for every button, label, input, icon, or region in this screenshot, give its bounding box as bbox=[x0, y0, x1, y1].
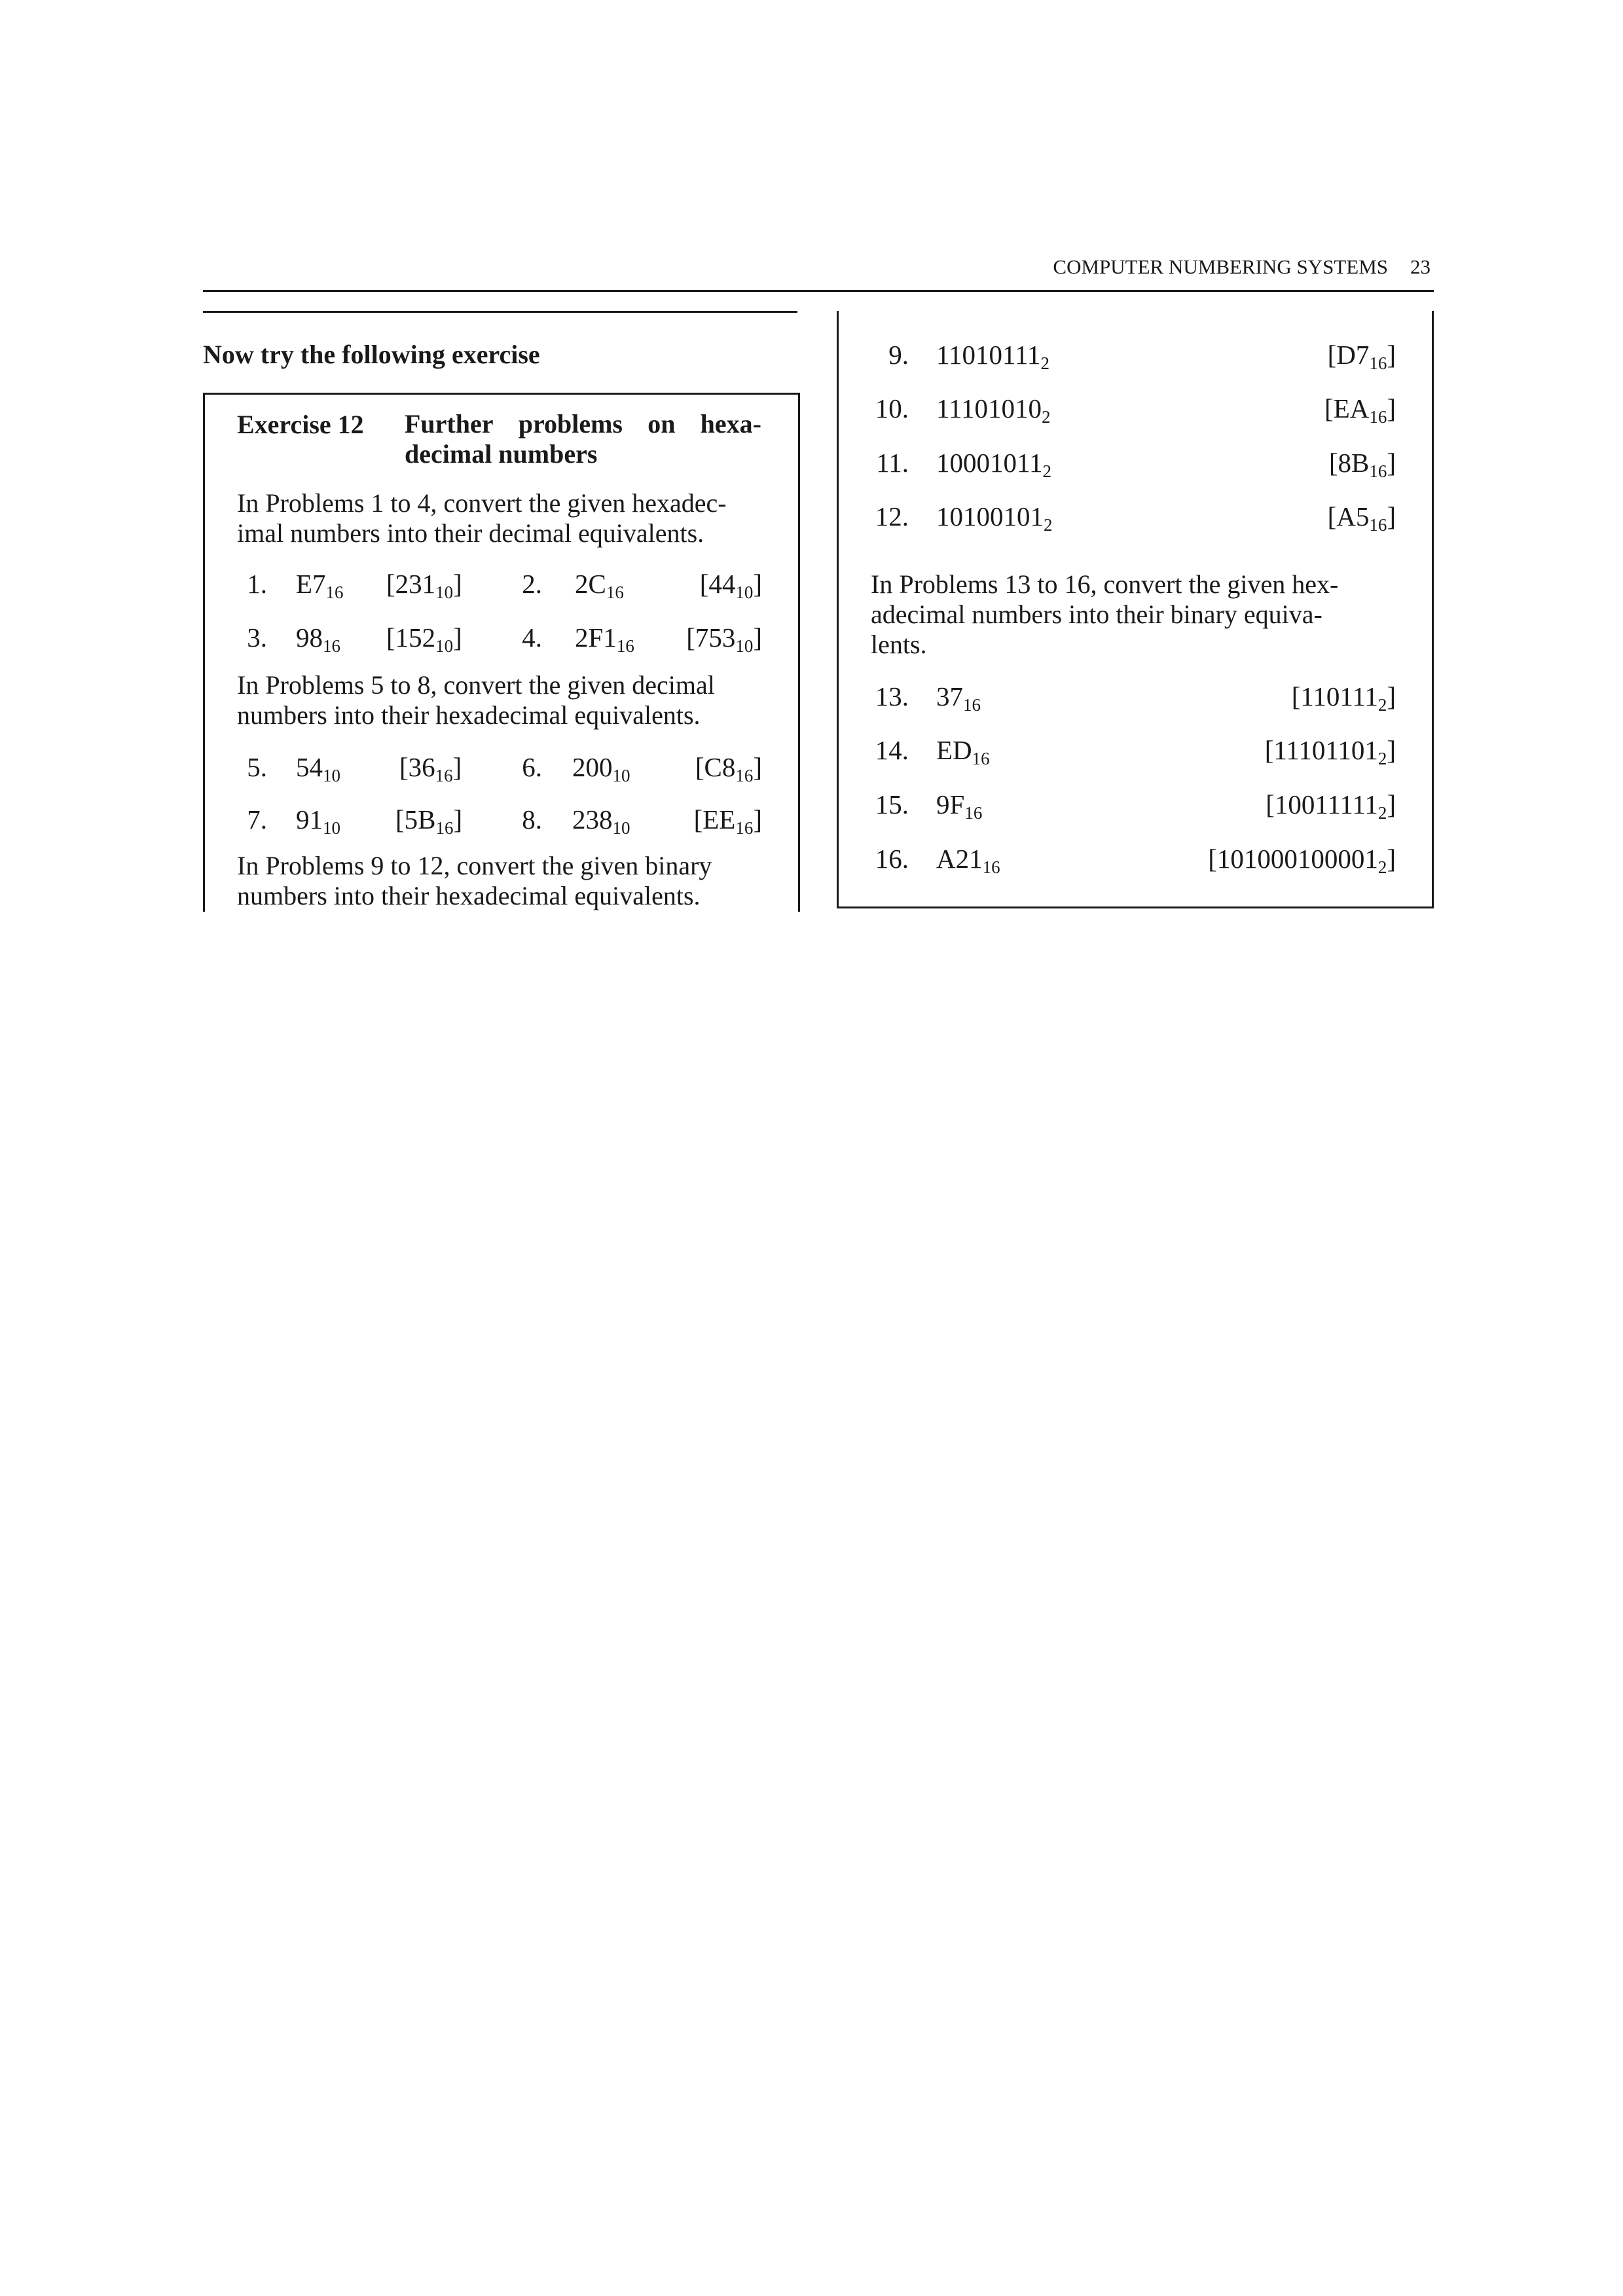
problem-answer: $[C8_{16}]$ bbox=[695, 752, 762, 785]
problem-answer: $[5B_{16}]$ bbox=[395, 804, 463, 838]
problem-answer: $[A5_{16}]$ bbox=[1327, 501, 1396, 535]
problem-question: $A21_{16}$ bbox=[936, 844, 1000, 877]
problem-number: 16. bbox=[875, 844, 909, 874]
problem-answer: $[8B_{16}]$ bbox=[1328, 448, 1396, 481]
instruction-line: In Problems 9 to 12, convert the given binary bbox=[237, 851, 712, 880]
base-subscript: 16 bbox=[1369, 461, 1387, 481]
problem-number: 15. bbox=[875, 789, 909, 819]
base-subscript: 10 bbox=[612, 818, 630, 838]
problem-row bbox=[237, 804, 762, 836]
problem-number: 3. bbox=[247, 622, 267, 653]
base-subscript: 16 bbox=[972, 749, 990, 768]
problem-answer: $[152_{10}]$ bbox=[386, 622, 462, 656]
instruction-line: In Problems 13 to 16, convert the given hex- bbox=[871, 569, 1339, 599]
problem-number: 5. bbox=[247, 752, 267, 782]
page-number: 23 bbox=[1410, 255, 1431, 278]
base-subscript: 16 bbox=[323, 636, 340, 656]
problem-number: 7. bbox=[247, 804, 267, 834]
base-subscript: 2 bbox=[1044, 515, 1053, 535]
instruction-line: numbers into their hexadecimal equivalents. bbox=[237, 700, 701, 730]
problem-question: $11101010_2$ bbox=[936, 393, 1051, 427]
problem-row bbox=[237, 622, 762, 655]
problem-row bbox=[871, 501, 1396, 533]
problem-question: $11010111_2$ bbox=[936, 340, 1049, 373]
instruction-line: imal numbers into their decimal equivalents. bbox=[237, 518, 704, 548]
problem-number: 1. bbox=[247, 569, 267, 599]
problem-question: $E7_{16}$ bbox=[296, 569, 344, 602]
problem-question: $200_{10}$ bbox=[572, 752, 630, 785]
base-subscript: 16 bbox=[616, 636, 634, 656]
instructions-13-16 bbox=[871, 569, 1396, 660]
base-subscript: 10 bbox=[612, 766, 630, 785]
problem-question: $37_{16}$ bbox=[936, 681, 981, 715]
base-subscript: 16 bbox=[435, 766, 453, 785]
instruction-line: numbers into their hexadecimal equivalents. bbox=[237, 881, 701, 910]
problem-row bbox=[871, 339, 1396, 372]
instructions-9-12 bbox=[237, 851, 762, 911]
problem-number: 4. bbox=[522, 622, 542, 653]
problem-question: $98_{16}$ bbox=[296, 622, 340, 656]
running-title: COMPUTER NUMBERING SYSTEMS bbox=[1053, 255, 1388, 278]
instruction-line: lents. bbox=[871, 630, 927, 659]
base-subscript: 2 bbox=[1040, 353, 1049, 373]
problem-row bbox=[871, 393, 1396, 425]
title-word: hexa- bbox=[700, 409, 761, 439]
problem-answer: $[EA_{16}]$ bbox=[1324, 393, 1396, 427]
problem-answer: $[D7_{16}]$ bbox=[1327, 340, 1396, 373]
problem-number: 11. bbox=[876, 448, 909, 478]
instruction-line: In Problems 5 to 8, convert the given decimal bbox=[237, 670, 715, 700]
instructions-1-4 bbox=[237, 488, 762, 548]
problem-question: $2C_{16}$ bbox=[575, 569, 624, 602]
base-subscript: 10 bbox=[323, 766, 340, 785]
problem-row bbox=[871, 843, 1396, 876]
base-subscript: 2 bbox=[1377, 749, 1387, 768]
problem-row bbox=[871, 789, 1396, 821]
base-subscript: 2 bbox=[1377, 857, 1387, 877]
base-subscript: 16 bbox=[1369, 407, 1387, 427]
header-rule bbox=[203, 290, 1434, 292]
problem-number: 13. bbox=[875, 681, 909, 711]
base-subscript: 16 bbox=[325, 583, 344, 602]
problem-number: 8. bbox=[522, 804, 542, 834]
title-word: Further bbox=[405, 409, 494, 439]
problem-row bbox=[871, 681, 1396, 713]
base-subscript: 16 bbox=[963, 695, 981, 715]
exercise-number: Exercise 12 bbox=[237, 410, 364, 439]
instruction-line: In Problems 1 to 4, convert the given hexadec- bbox=[237, 488, 727, 518]
base-subscript: 16 bbox=[1369, 515, 1387, 535]
base-subscript: 10 bbox=[735, 583, 754, 602]
base-subscript: 16 bbox=[964, 803, 983, 823]
problem-row bbox=[237, 568, 762, 601]
problem-answer: $[EE_{16}]$ bbox=[693, 804, 762, 838]
problem-row bbox=[871, 734, 1396, 767]
exercise-title bbox=[405, 409, 761, 469]
problem-number: 9. bbox=[888, 340, 909, 370]
problem-number: 12. bbox=[875, 501, 909, 531]
base-subscript: 2 bbox=[1041, 407, 1051, 427]
section-heading: Now try the following exercise bbox=[203, 340, 540, 369]
problem-row bbox=[871, 447, 1396, 480]
instruction-line: adecimal numbers into their binary equiva- bbox=[871, 600, 1322, 629]
problem-answer: $[753_{10}]$ bbox=[686, 622, 762, 656]
base-subscript: 10 bbox=[435, 583, 454, 602]
base-subscript: 2 bbox=[1377, 695, 1387, 715]
problem-answer: $[101000100001_2]$ bbox=[1208, 844, 1396, 877]
base-subscript: 16 bbox=[735, 818, 754, 838]
problem-answer: $[11101101_2]$ bbox=[1264, 735, 1396, 768]
title-word: problems bbox=[518, 409, 623, 439]
problem-question: $91_{10}$ bbox=[296, 804, 340, 838]
section-rule bbox=[203, 311, 797, 313]
problem-number: 10. bbox=[875, 393, 909, 423]
base-subscript: 10 bbox=[435, 636, 454, 656]
base-subscript: 16 bbox=[982, 857, 1000, 877]
base-subscript: 16 bbox=[606, 583, 624, 602]
problem-answer: $[36_{16}]$ bbox=[399, 752, 462, 785]
problem-question: $9F_{16}$ bbox=[936, 789, 983, 823]
problem-question: $10100101_2$ bbox=[936, 501, 1053, 535]
problem-answer: $[44_{10}]$ bbox=[699, 569, 762, 602]
base-subscript: 16 bbox=[735, 766, 754, 785]
problem-answer: $[10011111_2]$ bbox=[1266, 789, 1396, 823]
base-subscript: 10 bbox=[323, 818, 340, 838]
problem-row bbox=[237, 751, 762, 784]
problem-question: $2F1_{16}$ bbox=[575, 622, 634, 656]
problem-question: $ED_{16}$ bbox=[936, 735, 990, 768]
problem-number: 6. bbox=[522, 752, 542, 782]
base-subscript: 10 bbox=[735, 636, 754, 656]
problem-question: $238_{10}$ bbox=[572, 804, 630, 838]
running-header bbox=[1044, 255, 1431, 281]
base-subscript: 2 bbox=[1377, 803, 1387, 823]
instructions-5-8 bbox=[237, 670, 762, 730]
base-subscript: 2 bbox=[1042, 461, 1051, 481]
problem-answer: $[231_{10}]$ bbox=[386, 569, 462, 602]
title-word: on bbox=[647, 409, 676, 439]
base-subscript: 16 bbox=[435, 818, 454, 838]
base-subscript: 16 bbox=[1369, 353, 1387, 373]
problem-number: 2. bbox=[522, 569, 542, 599]
title-line: decimal numbers bbox=[405, 439, 598, 469]
problem-question: $54_{10}$ bbox=[296, 752, 340, 785]
problem-question: $10001011_2$ bbox=[936, 448, 1051, 481]
problem-number: 14. bbox=[875, 735, 909, 765]
problem-answer: $[110111_2]$ bbox=[1291, 681, 1396, 715]
